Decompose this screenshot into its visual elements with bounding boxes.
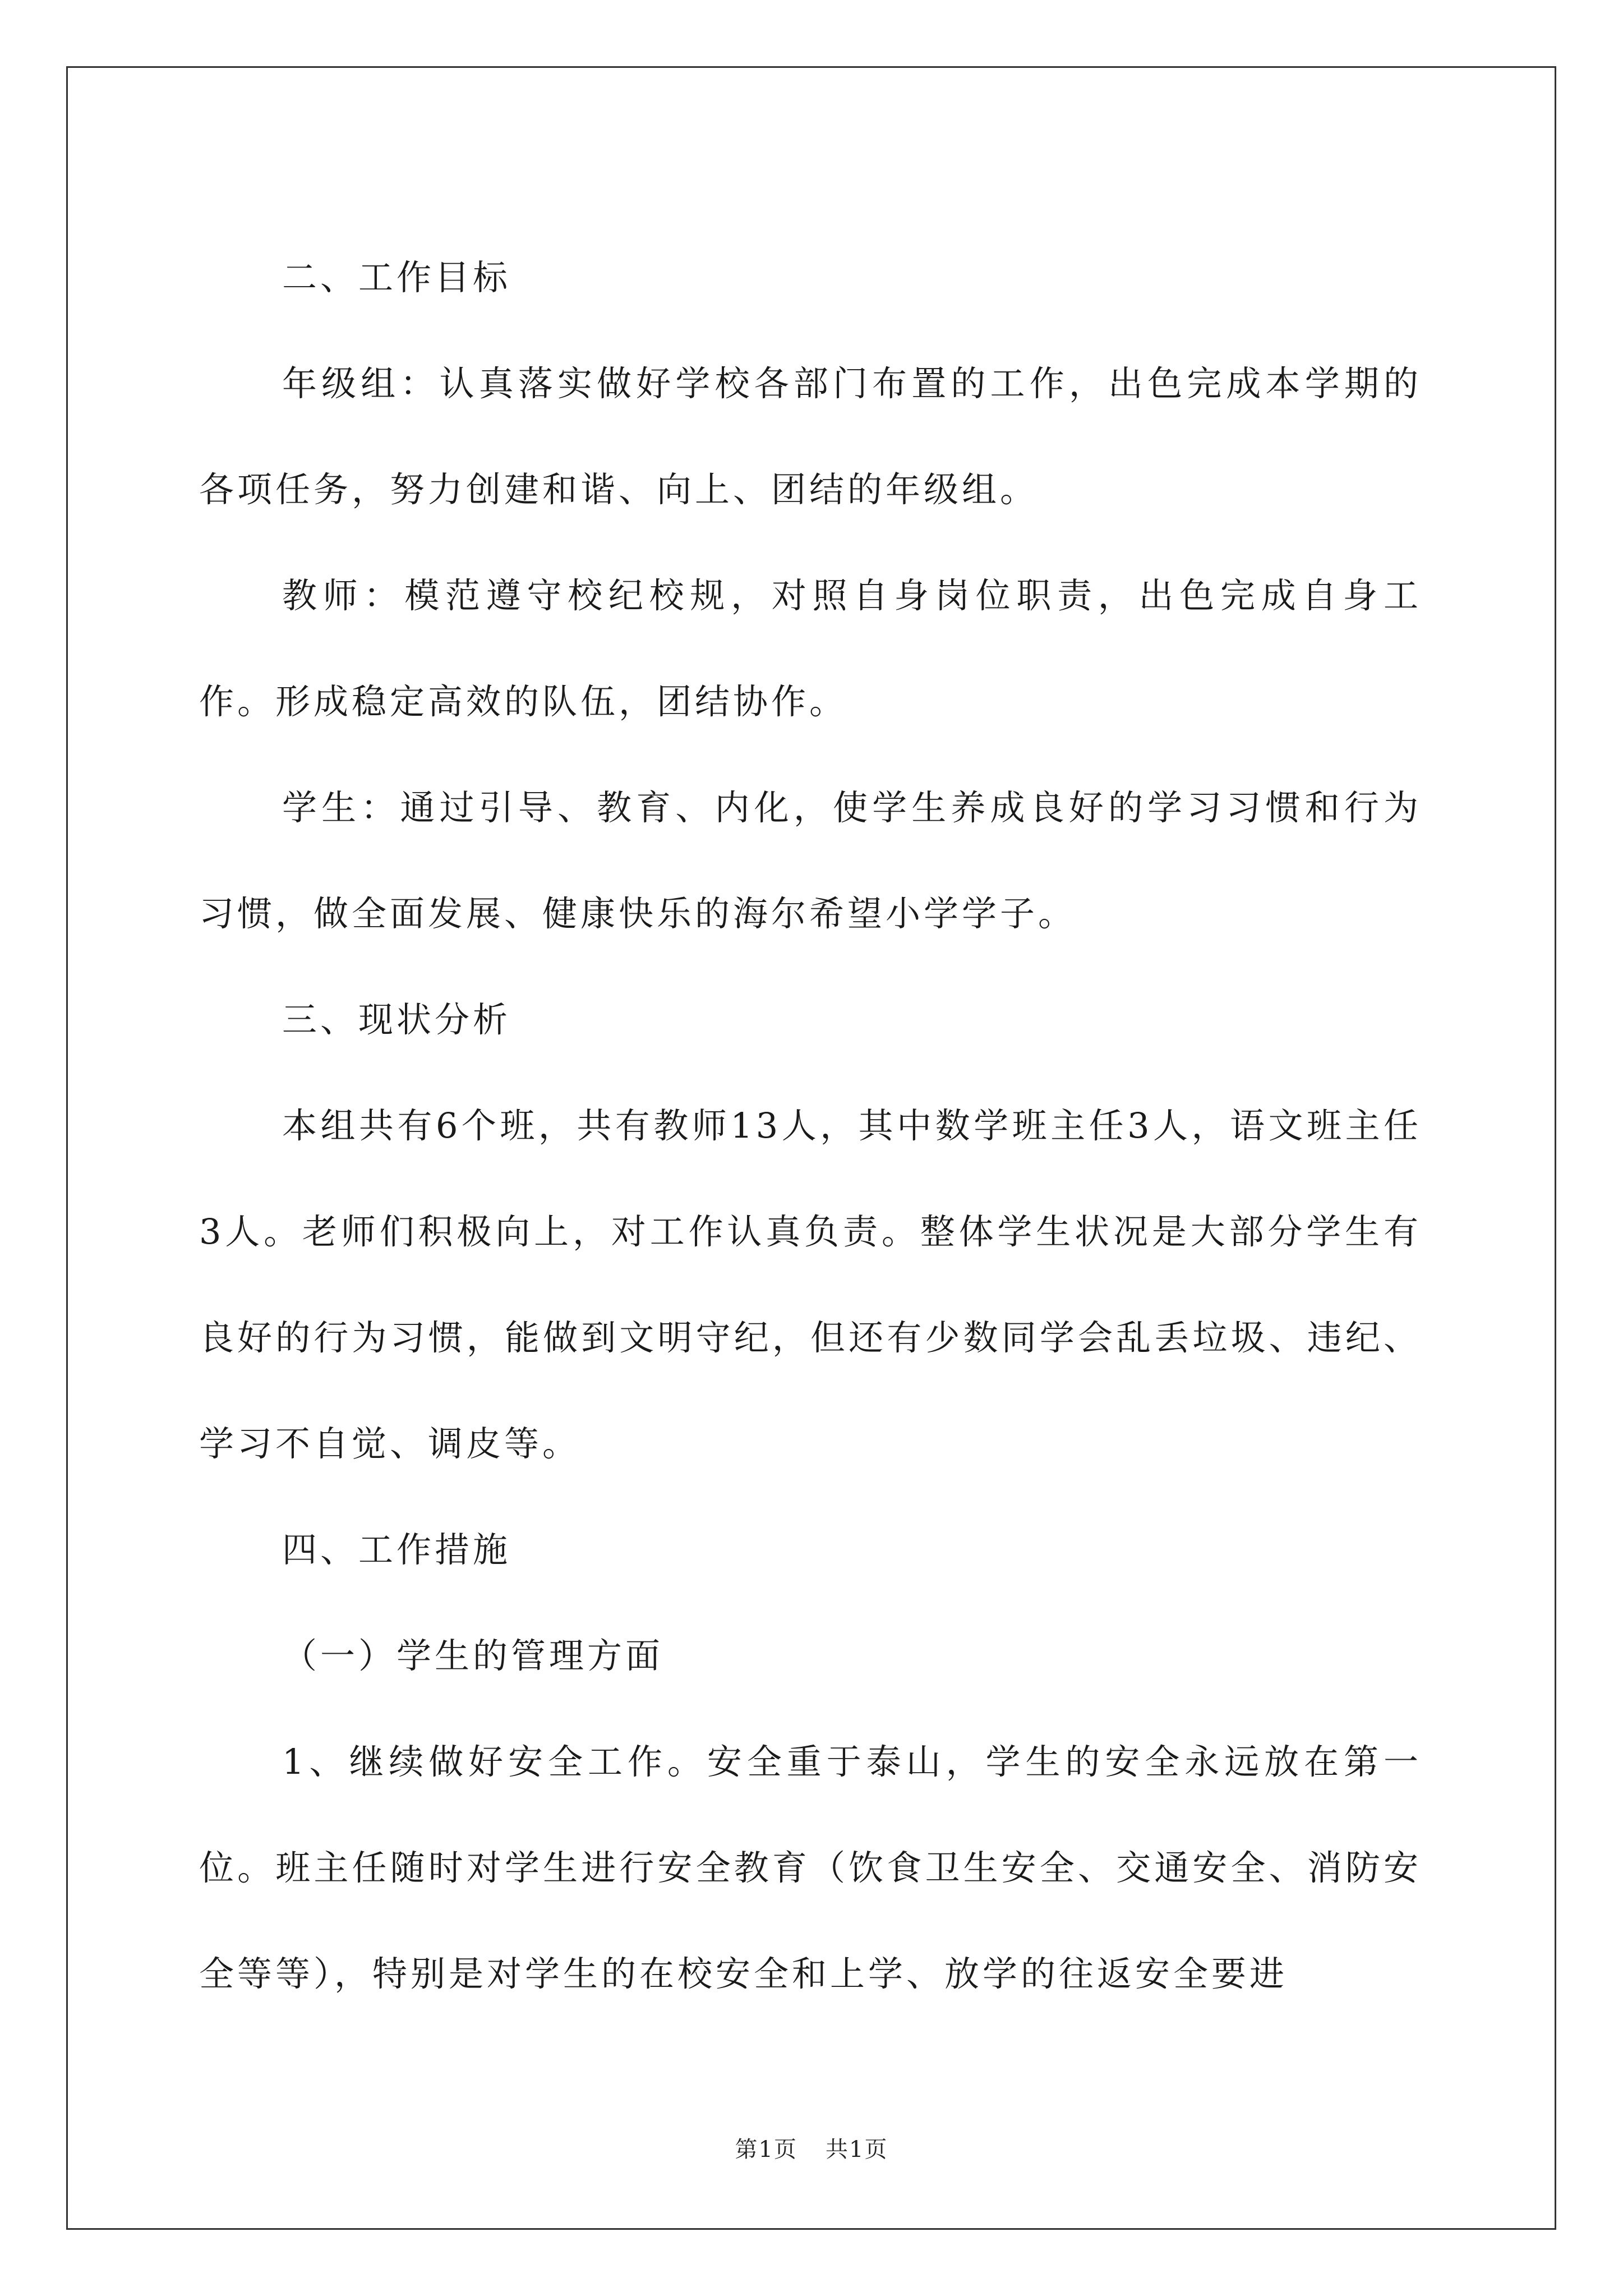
heading-work-measures: 四、工作措施	[282, 1529, 511, 1570]
heading-work-goals: 二、工作目标	[282, 257, 511, 298]
page-number: 第1页	[735, 2137, 797, 2162]
paragraph-safety: 1、继续做好安全工作。安全重于泰山，学生的安全永远放在第一位。班主任随时对学生进行安全教育（饮食卫生安全、交通安全、消防安全等等），特别是对学生的在校安全和上学、放学的往返安全要进	[199, 1741, 1422, 1994]
paragraph-status: 本组共有6个班，共有教师13人，其中数学班主任3人，语文班主任3人。老师们积极向上，对工作认真负责。整体学生状况是大部分学生有良好的行为习惯，能做到文明守纪，但还有少数同学会乱丢垃圾、违纪、学习不自觉、调皮等。	[199, 1105, 1422, 1464]
page-footer	[0, 2132, 1623, 2164]
heading-status-analysis: 三、现状分析	[282, 999, 511, 1040]
paragraph-teachers: 教师：模范遵守校纪校规，对照自身岗位职责，出色完成自身工作。形成稳定高效的队伍，团结协作。	[199, 575, 1422, 722]
subheading-student-management: （一）学生的管理方面	[282, 1635, 664, 1676]
paragraph-students: 学生：通过引导、教育、内化，使学生养成良好的学习习惯和行为习惯，做全面发展、健康快乐的海尔希望小学学子。	[199, 787, 1422, 934]
document-body	[199, 224, 1422, 2027]
page-total: 共1页	[826, 2137, 888, 2162]
paragraph-grade-group: 年级组：认真落实做好学校各部门布置的工作，出色完成本学期的各项任务，努力创建和谐、向上、团结的年级组。	[199, 363, 1422, 510]
